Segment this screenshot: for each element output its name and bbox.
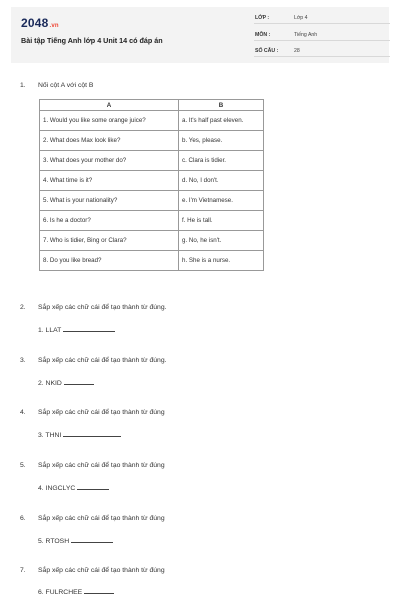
answer-blank[interactable]	[64, 378, 94, 385]
scramble-word: 1. LLAT	[38, 327, 62, 334]
question-prompt: Sắp xếp các chữ cái để tạo thành từ đúng	[38, 409, 165, 416]
scramble-item	[38, 430, 121, 439]
cell-a: 3. What does your mother do?	[40, 151, 179, 171]
question-number: 4.	[20, 409, 26, 416]
cell-a: 2. What does Max look like?	[40, 131, 179, 151]
question-number: 6.	[20, 515, 26, 522]
page-title: Bài tập Tiếng Anh lớp 4 Unit 14 có đáp án	[21, 36, 163, 45]
cell-b: e. I'm Vietnamese.	[179, 191, 264, 211]
table-row	[40, 111, 264, 131]
cell-b: c. Clara is tidier.	[179, 151, 264, 171]
scramble-item	[38, 325, 115, 334]
cell-b: h. She is a nurse.	[179, 251, 264, 271]
meta-key: LỚP :	[255, 15, 270, 21]
answer-blank[interactable]	[71, 536, 113, 543]
cell-b: f. He is tall.	[179, 211, 264, 231]
answer-blank[interactable]	[63, 325, 115, 332]
scramble-word: 5. RTOSH	[38, 538, 70, 545]
table-row	[40, 171, 264, 191]
question-number: 7.	[20, 567, 26, 574]
cell-b: d. No, I don't.	[179, 171, 264, 191]
scramble-word: 2. NKID	[38, 380, 62, 387]
answer-blank[interactable]	[63, 430, 121, 437]
worksheet-header	[11, 7, 389, 63]
matching-table	[39, 99, 264, 271]
cell-b: g. No, he isn't.	[179, 231, 264, 251]
scramble-item	[38, 378, 94, 387]
question-prompt: Sắp xếp các chữ cái để tạo thành từ đúng.	[38, 304, 167, 311]
table-row	[40, 251, 264, 271]
question-number: 3.	[20, 357, 26, 364]
scramble-item	[38, 587, 114, 596]
site-logo[interactable]	[21, 16, 59, 30]
logo-text: 2048	[21, 16, 49, 30]
scramble-word: 4. INGCLYC	[38, 485, 76, 492]
cell-a: 1. Would you like some orange juice?	[40, 111, 179, 131]
cell-a: 4. What time is it?	[40, 171, 179, 191]
cell-a: 6. Is he a doctor?	[40, 211, 179, 231]
scramble-word: 6. FULRCHEE	[38, 589, 83, 596]
scramble-item	[38, 483, 109, 492]
question-prompt: Sắp xếp các chữ cái để tạo thành từ đúng	[38, 462, 165, 469]
meta-value: Tiếng Anh	[294, 32, 318, 38]
answer-blank[interactable]	[77, 483, 109, 490]
column-a-header: A	[40, 100, 179, 111]
meta-value: Lớp 4	[294, 15, 308, 21]
question-number: 5.	[20, 462, 26, 469]
question-number: 1.	[20, 82, 26, 89]
cell-a: 7. Who is tidier, Bing or Clara?	[40, 231, 179, 251]
meta-row-class	[254, 12, 390, 24]
meta-key: MÔN :	[255, 32, 271, 38]
table-row	[40, 131, 264, 151]
cell-a: 8. Do you like bread?	[40, 251, 179, 271]
scramble-item	[38, 536, 113, 545]
question-prompt: Sắp xếp các chữ cái để tạo thành từ đúng	[38, 515, 165, 522]
cell-b: b. Yes, please.	[179, 131, 264, 151]
meta-value: 28	[294, 48, 300, 54]
meta-row-count	[254, 45, 390, 57]
table-row	[40, 191, 264, 211]
cell-a: 5. What is your nationality?	[40, 191, 179, 211]
question-prompt: Sắp xếp các chữ cái để tạo thành từ đúng	[38, 567, 165, 574]
table-row	[40, 151, 264, 171]
table-row	[40, 231, 264, 251]
question-prompt: Nối cột A với cột B	[38, 82, 94, 89]
table-row	[40, 211, 264, 231]
logo-suffix: .vn	[49, 23, 59, 29]
cell-b: a. It's half past eleven.	[179, 111, 264, 131]
meta-key: SỐ CÂU :	[255, 48, 279, 54]
question-number: 2.	[20, 304, 26, 311]
question-prompt: Sắp xếp các chữ cái để tạo thành từ đúng.	[38, 357, 167, 364]
column-b-header: B	[179, 100, 264, 111]
scramble-word: 3. THNI	[38, 432, 62, 439]
answer-blank[interactable]	[84, 587, 114, 594]
meta-row-subject	[254, 29, 390, 41]
